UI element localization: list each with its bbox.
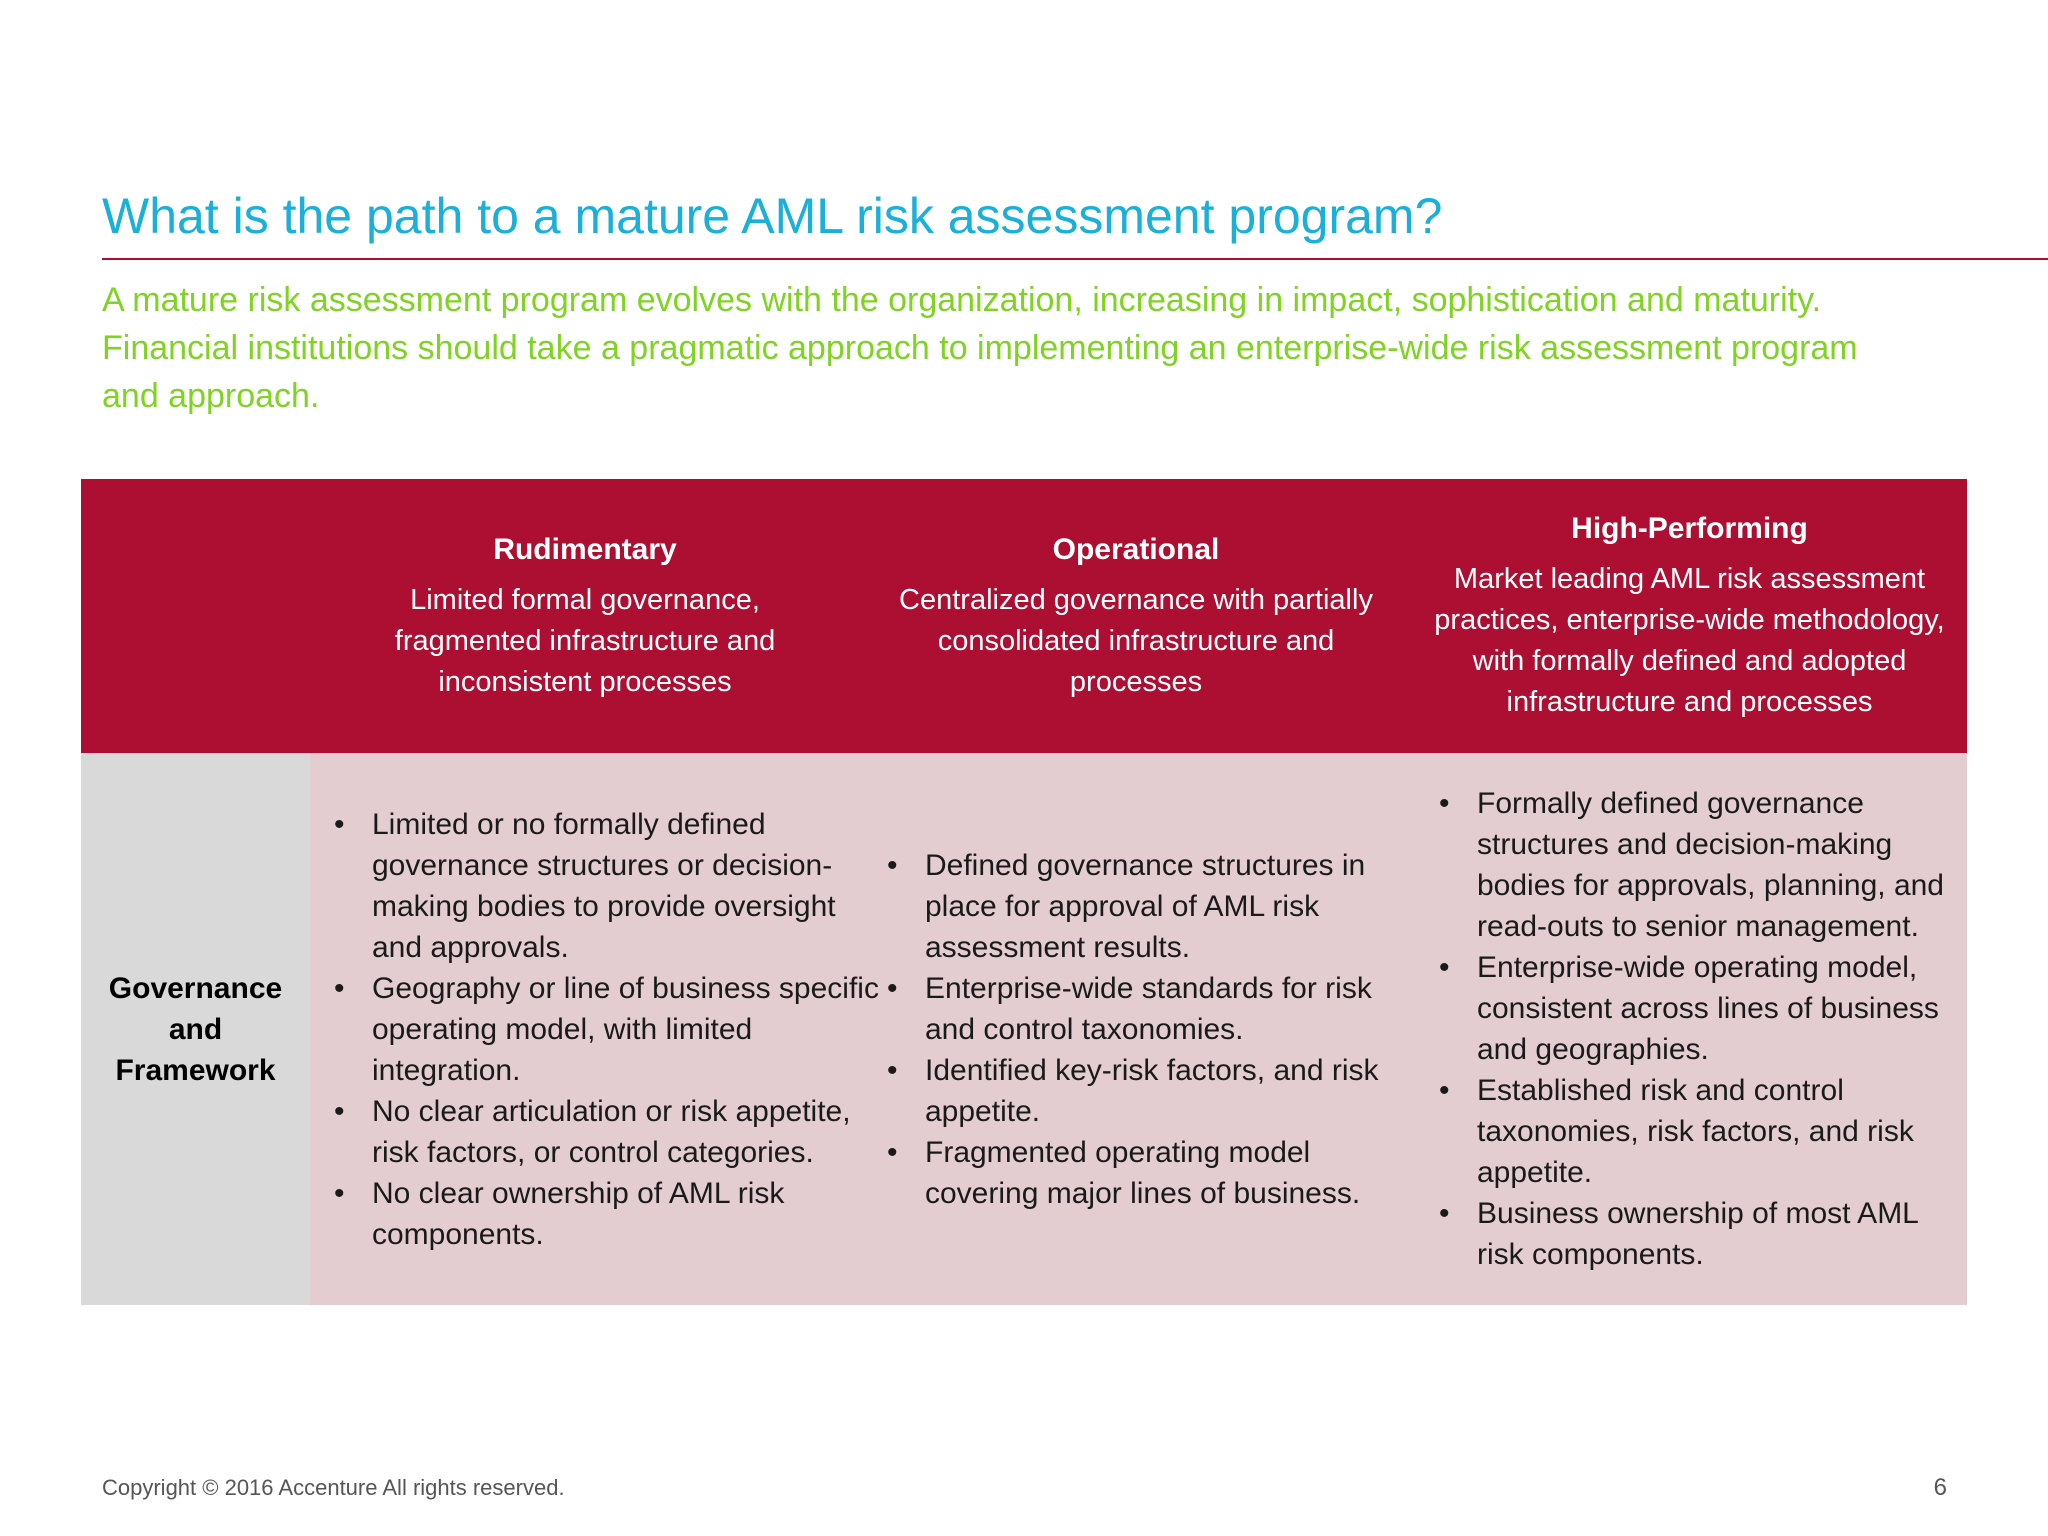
list-item (310, 804, 886, 968)
bullet-text: Defined governance structures in place for approval of AML risk assessment results. (925, 848, 1366, 964)
level-name: High-Performing (1571, 512, 1808, 545)
level-header-operational (860, 479, 1412, 753)
bullet-text: Business ownership of most AML risk components. (1477, 1197, 1918, 1271)
list-item (310, 968, 886, 1091)
maturity-matrix (81, 479, 1967, 1305)
bullet-glyph: • (887, 971, 898, 1005)
list-item (1415, 1070, 1965, 1193)
bullet-glyph: • (887, 1135, 898, 1169)
list-item (310, 1173, 886, 1255)
slide-title: What is the path to a mature AML risk assessment program? (102, 188, 1443, 244)
level-description: Centralized governance with partially consolidated infrastructure and processes (899, 583, 1373, 698)
list-item (1415, 947, 1965, 1070)
list-item (1415, 783, 1965, 947)
cell-high-performing (1415, 753, 1967, 1305)
bullet-text: Established risk and control taxonomies, risk factors, and risk appetite. (1477, 1074, 1914, 1189)
bullet-glyph: • (334, 1176, 345, 1210)
bullet-glyph: • (1439, 1074, 1450, 1107)
bullet-text: Enterprise-wide standards for risk and control taxonomies. (925, 971, 1372, 1046)
bullet-text: Identified key-risk factors, and risk appetite. (925, 1053, 1379, 1128)
bullet-text: Fragmented operating model covering major lines of business. (925, 1135, 1361, 1210)
bullet-glyph: • (334, 807, 345, 841)
level-description: Limited formal governance, fragmented infrastructure and inconsistent processes (394, 583, 776, 698)
level-description: Market leading AML risk assessment practices, enterprise-wide methodology, with formally defined and adopted infrastructure and processes (1434, 563, 1945, 718)
row-label-cell (81, 753, 310, 1305)
level-header-high-performing (1412, 479, 1967, 753)
bullet-glyph: • (1439, 787, 1450, 820)
bullet-glyph: • (887, 848, 898, 882)
bullet-list (1415, 783, 1965, 1275)
bullet-glyph: • (1439, 951, 1450, 984)
cell-operational (863, 753, 1417, 1305)
list-item (310, 1091, 886, 1173)
slide-subtitle: A mature risk assessment program evolves with the organization, increasing in impact, sophistication and maturity. Financial institutions should take a pragmatic approach to implementing an enterprise-wide risk assessment program and approach. (102, 281, 1858, 415)
list-item (863, 1132, 1413, 1214)
list-item (863, 845, 1413, 968)
bullet-text: No clear articulation or risk appetite, risk factors, or control categories. (372, 1094, 851, 1169)
bullet-glyph: • (887, 1053, 898, 1087)
list-item (863, 968, 1413, 1050)
bullet-text: Limited or no formally defined governance structures or decision-making bodies to provide oversight and approvals. (372, 807, 836, 964)
footer-copyright: Copyright © 2016 Accenture All rights reserved. (102, 1475, 565, 1500)
bullet-glyph: • (1439, 1197, 1450, 1230)
bullet-text: Geography or line of business specific operating model, with limited integration. (372, 971, 879, 1087)
title-divider (102, 258, 2048, 260)
bullet-text: Enterprise-wide operating model, consistent across lines of business and geographies. (1477, 951, 1939, 1066)
bullet-glyph: • (334, 1094, 345, 1128)
bullet-glyph: • (334, 971, 345, 1005)
row-label-governance: Governance and Framework (108, 971, 283, 1087)
bullet-text: Formally defined governance structures and decision-making bodies for approvals, planning, and read-outs to senior management. (1477, 787, 1944, 943)
list-item (863, 1050, 1413, 1132)
level-name: Operational (1052, 532, 1220, 566)
level-header-rudimentary (310, 479, 860, 753)
cell-rudimentary (310, 753, 890, 1305)
level-name: Rudimentary (493, 532, 677, 566)
list-item (1415, 1193, 1965, 1275)
bullet-list (863, 845, 1413, 1214)
bullet-text: No clear ownership of AML risk components. (372, 1176, 785, 1251)
bullet-list (310, 804, 886, 1255)
page-number: 6 (1933, 1474, 1947, 1501)
